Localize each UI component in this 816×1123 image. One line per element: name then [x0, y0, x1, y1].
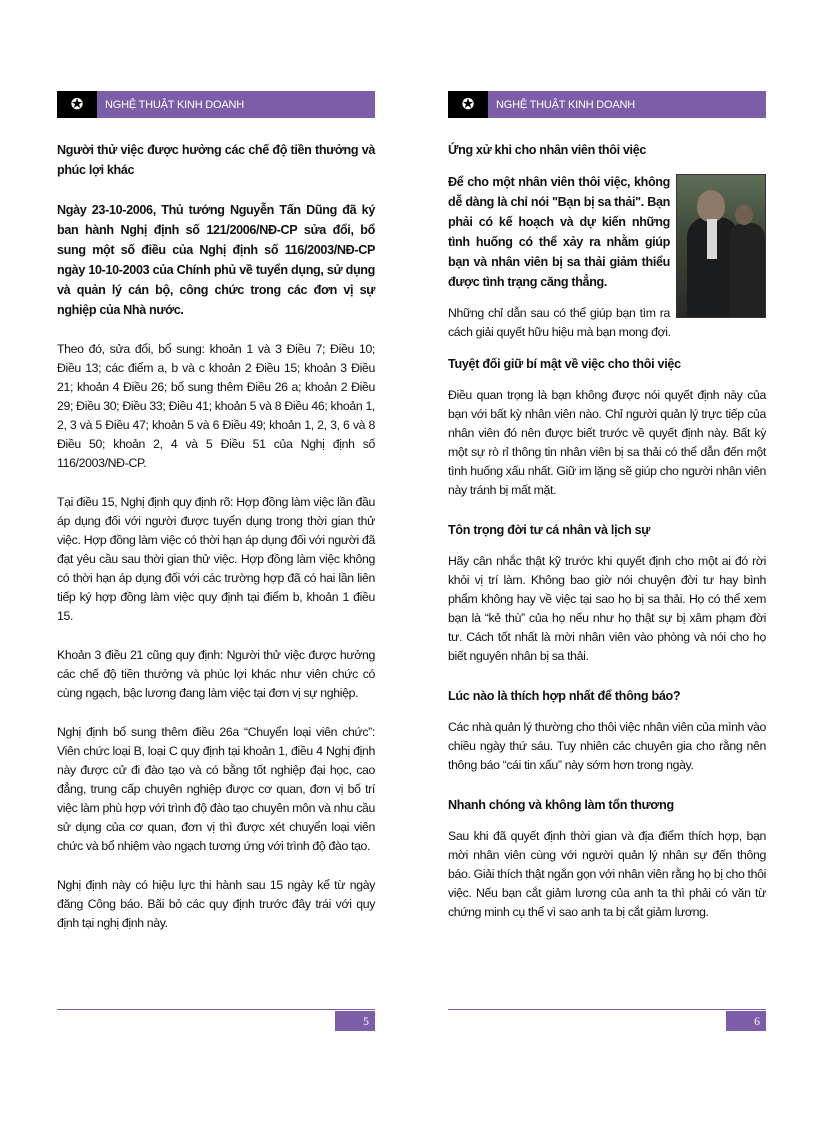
right-page-header — [448, 91, 766, 118]
article-title: Ứng xử khi cho nhân viên thôi việc — [448, 143, 647, 157]
header-bar — [488, 91, 766, 118]
paragraph: Tại điều 15, Nghị định quy định rõ: Hợp đồng làm việc lần đầu áp dụng đối với người được tuyển dụng trong thời gian thử việc. Hợp đồng làm việc có thời hạn áp dụng đối với người đã đạt yêu cầu sau thời gian thử việc. Hợp đồng làm việc không có thời hạn áp dụng đối với các trường hợp đã có hai lần liên tiếp ký hợp đồng làm việc quy định tại điểm b, khoản 1 điều 15. — [57, 495, 375, 623]
article-intro: Những chỉ dẫn sau có thể giúp bạn tìm ra cách giải quyết hữu hiệu mà bạn mong đợi. — [448, 306, 671, 339]
header-icon-box — [448, 91, 488, 118]
left-page — [57, 0, 375, 1123]
paragraph: Khoản 3 điều 21 cũng quy định: Người thử việc được hưởng các chế độ tiền thưởng và phúc lợi khác như viên chức có cùng ngạch, bậc lương đang làm việc tại đơn vị sự nghiệp. — [57, 648, 375, 700]
star-icon: ✪ — [461, 95, 475, 113]
paragraph: Theo đó, sửa đổi, bổ sung: khoản 1 và 3 Điều 7; Điều 10; Điều 13; các điểm a, b và c khoản 2 Điều 15; khoản 3 Điều 21; khoản 4 Điều 26; bổ sung thêm Điều 26 a; khoản 2 Điều 29; Điều 30; Điều 33; Điều 41; khoản 5 và 8 Điều 46; khoản 1, 2, 3 và 5 Điều 47; khoản 5 và 6 Điều 49; khoản 1, 2, 3, 6 và 8 Điều 50; khoản 2, 4 và 5 Điều 51 của Nghị định số 116/2003/NĐ-CP. — [57, 342, 375, 470]
section-label: NGHỆ THUẬT KINH DOANH — [105, 98, 245, 111]
article-lead: Ngày 23-10-2006, Thủ tướng Nguyễn Tấn Dũng đã ký ban hành Nghị định số 121/2006/NĐ-CP sửa đổi, bổ sung một số điều của Nghị định số 116/2003/NĐ-CP ngày 10-10-2003 của Chính phủ về tuyển dụng, sử dụng và quản lý cán bộ, công chức trong các đơn vị sự nghiệp của Nhà nước. — [57, 203, 375, 317]
section-text: Điều quan trọng là bạn không được nói quyết định này của bạn với bất kỳ nhân viên nào. Chỉ người quản lý trực tiếp của nhân viên đó nên được biết trước về quyết định này. Bất kỳ một sự rò rỉ thông tin nhân viên bị sa thải có thể dẫn đến một tình huống xấu nhất. Giữ im lặng sẽ giúp cho người nhân viên này tránh bị mất mặt. — [448, 388, 766, 497]
section-text: Hãy cân nhắc thật kỹ trước khi quyết định cho một ai đó rời khỏi vị trí làm. Không bao giờ nói chuyện đời tư hay bình phẩm không hay về việc tại sao họ bị sa thải. Họ có thể xem bạn là “kẻ thù” của họ nếu như họ thật sự bị xâm phạm đời tư. Cách tốt nhất là mời nhân viên vào phòng và nói cho họ biết nguyên nhân bị sa thải. — [448, 554, 766, 663]
section-label: NGHỆ THUẬT KINH DOANH — [496, 98, 636, 111]
paragraph: Nghị định này có hiệu lực thi hành sau 15 ngày kể từ ngày đăng Công báo. Bãi bỏ các quy định trước đây trái với quy định tại nghị định này. — [57, 878, 375, 930]
star-icon: ✪ — [70, 95, 84, 113]
section-heading: Lúc nào là thích hợp nhất để thông báo? — [448, 689, 681, 703]
paragraph: Nghị định bổ sung thêm điều 26a “Chuyển loại viên chức”: Viên chức loại B, loại C quy định tại khoản 1, điều 4 Nghị định này được cử đi đào tạo và có bằng tốt nghiệp đại học, cao đẳng, trung cấp chuyên nghiệp được cơ quan, đơn vị bố trí việc làm phù hợp với trình độ đào tạo chuyên môn và nhu cầu sử dụng của cơ quan, đơn vị thì được xét chuyển loại viên chức và bổ nhiệm vào ngạch tương ứng với trình độ đào tạo. — [57, 725, 375, 853]
header-bar — [97, 91, 375, 118]
left-article — [57, 140, 375, 933]
section-heading: Tôn trọng đời tư cá nhân và lịch sự — [448, 523, 651, 537]
section-text: Sau khi đã quyết định thời gian và địa điểm thích hợp, bạn mời nhân viên cùng với người quản lý nhân sự đến thông báo. Giải thích thật ngắn gọn với nhân viên rằng họ bị cho thôi việc. Nếu bạn cắt giảm lương của anh ta thì phải có văn từ chứng minh cụ thể vì sao anh ta bị cắt giảm lương. — [448, 829, 766, 919]
section-heading: Nhanh chóng và không làm tổn thương — [448, 798, 674, 812]
businessmen-photo — [676, 174, 766, 318]
right-article — [448, 140, 766, 922]
section-text: Các nhà quản lý thường cho thôi việc nhân viên của mình vào chiều ngày thứ sáu. Tuy nhiên các chuyên gia cho rằng nên thông báo “cái tin xấu” này sớm hơn trong ngày. — [448, 720, 766, 772]
page-number: 5 — [363, 1013, 369, 1028]
section-heading: Tuyệt đối giữ bí mật về việc cho thôi việc — [448, 357, 681, 371]
page-number: 6 — [754, 1013, 760, 1028]
footer-rule — [57, 1009, 375, 1010]
header-icon-box — [57, 91, 97, 118]
page-number-box — [335, 1011, 375, 1031]
right-page — [448, 0, 766, 1123]
page-number-box — [726, 1011, 766, 1031]
footer-rule — [448, 1009, 766, 1010]
article-title: Người thử việc được hưởng các chế độ tiền thưởng và phúc lợi khác — [57, 143, 375, 177]
left-page-header — [57, 91, 375, 118]
article-lead: Để cho một nhân viên thôi việc, không dễ dàng là chỉ nói "Bạn bị sa thải". Bạn phải có kế hoạch và dự kiến những tình huống có thể xảy ra nhằm giúp bạn và nhân viên bị sa thải giảm thiểu được tình trạng căng thẳng. — [448, 175, 670, 289]
